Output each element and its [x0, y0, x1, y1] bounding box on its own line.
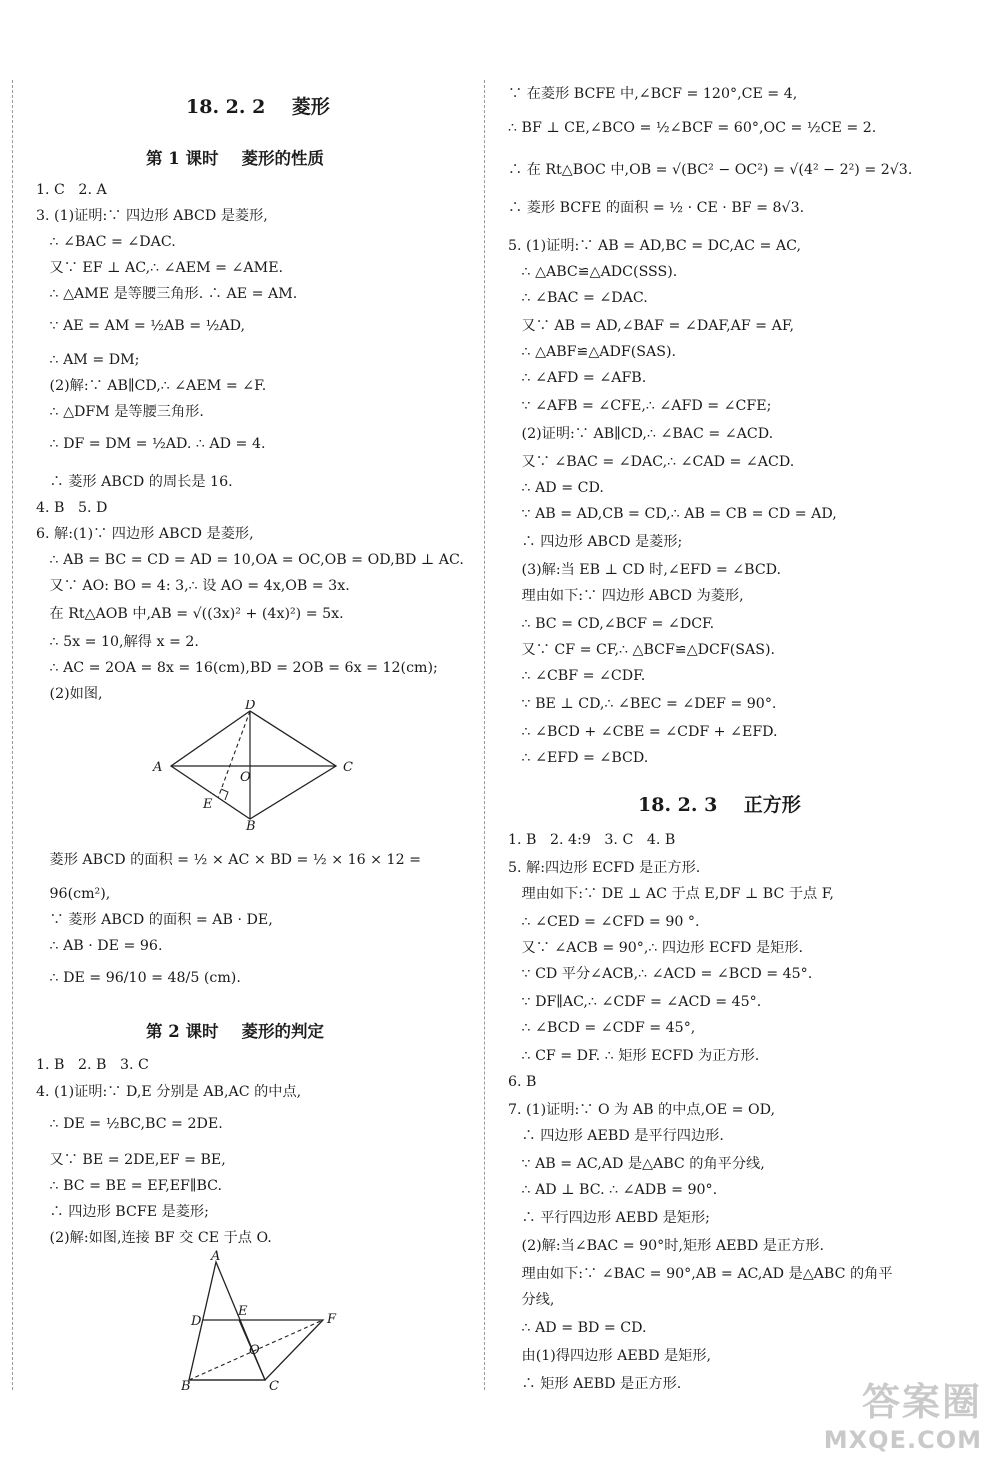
answer-line: ∴ 5x = 10,解得 x = 2.	[36, 634, 199, 650]
answer-line: 7. (1)证明:∵ O 为 AB 的中点,OE = OD,	[508, 1102, 775, 1118]
answer-line: 6. 解:(1)∵ 四边形 ABCD 是菱形,	[36, 526, 254, 542]
answer-line: ∴ DE = ½BC,BC = 2DE.	[36, 1116, 223, 1132]
answer-line: ∴ ∠EFD = ∠BCD.	[508, 750, 649, 766]
answer-line: (2)解:如图,连接 BF 交 CE 于点 O.	[36, 1230, 272, 1246]
answer-line: 又∵ CF = CF,∴ △BCF≌△DCF(SAS).	[508, 642, 775, 658]
label-e2: E	[238, 1304, 248, 1319]
answer-line: 理由如下:∵ DE ⊥ AC 于点 E,DF ⊥ BC 于点 F,	[508, 886, 834, 902]
answer-line: ∴ BF ⊥ CE,∠BCO = ½∠BCF = 60°,OC = ½CE = 2.	[508, 120, 877, 136]
label-d2: D	[191, 1314, 202, 1329]
label-c: C	[343, 760, 353, 775]
answer-line: 分线,	[508, 1292, 555, 1308]
answer-line: ∴ ∠BAC = ∠DAC.	[508, 290, 648, 306]
answer-line: ∴ ∠BCD + ∠CBE = ∠CDF + ∠EFD.	[508, 724, 778, 740]
triangle-rhombus-figure	[181, 1250, 341, 1390]
answer-line: 4. B 5. D	[36, 500, 108, 516]
answer-line: (2)如图,	[36, 686, 103, 702]
watermark-line1: 答案圈	[861, 1380, 982, 1424]
label-a: A	[153, 760, 163, 775]
answer-line: ∴ AC = 2OA = 8x = 16(cm),BD = 2OB = 6x = 12(cm);	[36, 660, 438, 676]
answer-line: ∵ CD 平分∠ACB,∴ ∠ACD = ∠BCD = 45°.	[508, 966, 813, 982]
answer-line: 1. C 2. A	[36, 182, 107, 198]
answer-line: ∴ △DFM 是等腰三角形.	[36, 404, 204, 420]
answer-line: 在 Rt△AOB 中,AB = √((3x)² + (4x)²) = 5x.	[36, 606, 344, 622]
label-o2: O	[249, 1343, 260, 1358]
answer-line: 4. (1)证明:∵ D,E 分别是 AB,AC 的中点,	[36, 1084, 302, 1100]
answer-line: 3. (1)证明:∵ 四边形 ABCD 是菱形,	[36, 208, 268, 224]
answer-line: ∴ △ABC≌△ADC(SSS).	[508, 264, 678, 280]
label-b: B	[246, 819, 256, 830]
label-f2: F	[327, 1312, 337, 1327]
answer-line: ∴ DF = DM = ½AD. ∴ AD = 4.	[36, 436, 266, 452]
answer-line: ∴ 在 Rt△BOC 中,OB = √(BC² − OC²) = √(4² − 2²) = 2√3.	[508, 162, 913, 178]
answer-line: ∴ ∠CED = ∠CFD = 90 °.	[508, 914, 700, 930]
answer-line: 1. B 2. 4:9 3. C 4. B	[508, 832, 676, 848]
answer-line: ∴ ∠BAC = ∠DAC.	[36, 234, 176, 250]
answer-line: 又∵ ∠ACB = 90°,∴ 四边形 ECFD 是矩形.	[508, 940, 804, 956]
watermark	[824, 1371, 982, 1454]
column-divider	[484, 80, 485, 1390]
answer-line: ∴ ∠CBF = ∠CDF.	[508, 668, 646, 684]
answer-line: (2)解:当∠BAC = 90°时,矩形 AEBD 是正方形.	[508, 1238, 825, 1254]
answer-line: 又∵ ∠BAC = ∠DAC,∴ ∠CAD = ∠ACD.	[508, 454, 795, 470]
right-angle-mark	[221, 789, 228, 800]
answer-line: ∴ 平行四边形 AEBD 是矩形;	[508, 1210, 710, 1226]
answer-line: ∴ 菱形 BCFE 的面积 = ½ · CE · BF = 8√3.	[508, 200, 805, 216]
answer-line: ∴ 四边形 BCFE 是菱形;	[36, 1204, 209, 1220]
answer-line: 又∵ AO: BO = 4: 3,∴ 设 AO = 4x,OB = 3x.	[36, 578, 350, 594]
rhombus-shape	[171, 711, 336, 819]
lesson2-title: 第 2 课时 菱形的判定	[146, 1022, 324, 1041]
answer-line: ∴ ∠BCD = ∠CDF = 45°,	[508, 1020, 696, 1036]
answer-line: 96(cm²),	[36, 886, 111, 902]
answer-line: ∴ 四边形 ABCD 是菱形;	[508, 534, 683, 550]
answer-line: ∴ AM = DM;	[36, 352, 140, 368]
answer-line: 由(1)得四边形 AEBD 是矩形,	[508, 1348, 712, 1364]
label-a2: A	[211, 1250, 221, 1264]
answer-line: 理由如下:∵ ∠BAC = 90°,AB = AC,AD 是△ABC 的角平	[508, 1266, 893, 1282]
answer-line: ∴ AB · DE = 96.	[36, 938, 163, 954]
answer-line: ∴ AD = BD = CD.	[508, 1320, 647, 1336]
answer-line: ∵ 在菱形 BCFE 中,∠BCF = 120°,CE = 4,	[508, 86, 798, 102]
answer-line: 又∵ AB = AD,∠BAF = ∠DAF,AF = AF,	[508, 318, 794, 334]
answer-line: (2)证明:∵ AB∥CD,∴ ∠BAC = ∠ACD.	[508, 426, 774, 442]
answer-line: 菱形 ABCD 的面积 = ½ × AC × BD = ½ × 16 × 12 =	[36, 852, 422, 868]
answer-line: 6. B	[508, 1074, 537, 1090]
answer-line: ∵ AB = AC,AD 是△ABC 的角平分线,	[508, 1156, 765, 1172]
answer-line: ∴ CF = DF. ∴ 矩形 ECFD 为正方形.	[508, 1048, 760, 1064]
answer-line: ∵ BE ⊥ CD,∴ ∠BEC = ∠DEF = 90°.	[508, 696, 777, 712]
answer-line: 又∵ BE = 2DE,EF = BE,	[36, 1152, 226, 1168]
answer-line: ∴ 四边形 AEBD 是平行四边形.	[508, 1128, 724, 1144]
answer-line: ∴ 菱形 ABCD 的周长是 16.	[36, 474, 233, 490]
answer-line: ∵ 菱形 ABCD 的面积 = AB · DE,	[36, 912, 273, 928]
rhombus-figure	[151, 700, 381, 830]
label-d: D	[245, 700, 256, 713]
answer-line: 5. (1)证明:∵ AB = AD,BC = DC,AC = AC,	[508, 238, 801, 254]
label-e: E	[203, 797, 213, 812]
label-b2: B	[181, 1379, 191, 1390]
page-margin-rule	[12, 80, 13, 1390]
answer-line: ∴ △ABF≌△ADF(SAS).	[508, 344, 677, 360]
answer-line: ∴ △AME 是等腰三角形. ∴ AE = AM.	[36, 286, 298, 302]
watermark-line2: MXQE.COM	[823, 1426, 982, 1454]
answer-line: ∴ AB = BC = CD = AD = 10,OA = OC,OB = OD,BD ⊥ AC.	[36, 552, 464, 568]
answer-line: ∴ BC = CD,∠BCF = ∠DCF.	[508, 616, 715, 632]
answer-line: (3)解:当 EB ⊥ CD 时,∠EFD = ∠BCD.	[508, 562, 782, 578]
section-title-rhombus: 18. 2. 2 菱形	[186, 96, 330, 118]
answer-line: ∴ 矩形 AEBD 是正方形.	[508, 1376, 682, 1392]
answer-line: 1. B 2. B 3. C	[36, 1057, 149, 1073]
section-title-square: 18. 2. 3 正方形	[638, 794, 801, 816]
answer-line: ∴ BC = BE = EF,EF∥BC.	[36, 1178, 223, 1194]
label-c2: C	[269, 1379, 279, 1390]
answer-line: (2)解:∵ AB∥CD,∴ ∠AEM = ∠F.	[36, 378, 267, 394]
answer-line: 又∵ EF ⊥ AC,∴ ∠AEM = ∠AME.	[36, 260, 284, 276]
answer-line: ∵ AB = AD,CB = CD,∴ AB = CB = CD = AD,	[508, 506, 837, 522]
lesson1-title: 第 1 课时 菱形的性质	[146, 149, 324, 168]
answer-line: ∵ AE = AM = ½AB = ½AD,	[36, 318, 245, 334]
answer-line: ∵ ∠AFB = ∠CFE,∴ ∠AFD = ∠CFE;	[508, 398, 772, 414]
label-o: O	[240, 770, 251, 785]
answer-line: ∴ ∠AFD = ∠AFB.	[508, 370, 647, 386]
answer-line: 理由如下:∵ 四边形 ABCD 为菱形,	[508, 588, 744, 604]
answer-line: ∴ AD = CD.	[508, 480, 604, 496]
answer-line: 5. 解:四边形 ECFD 是正方形.	[508, 860, 701, 876]
answer-line: ∵ DF∥AC,∴ ∠CDF = ∠ACD = 45°.	[508, 994, 762, 1010]
answer-line: ∴ DE = 96/10 = 48/5 (cm).	[36, 970, 241, 986]
answer-line: ∴ AD ⊥ BC. ∴ ∠ADB = 90°.	[508, 1182, 718, 1198]
